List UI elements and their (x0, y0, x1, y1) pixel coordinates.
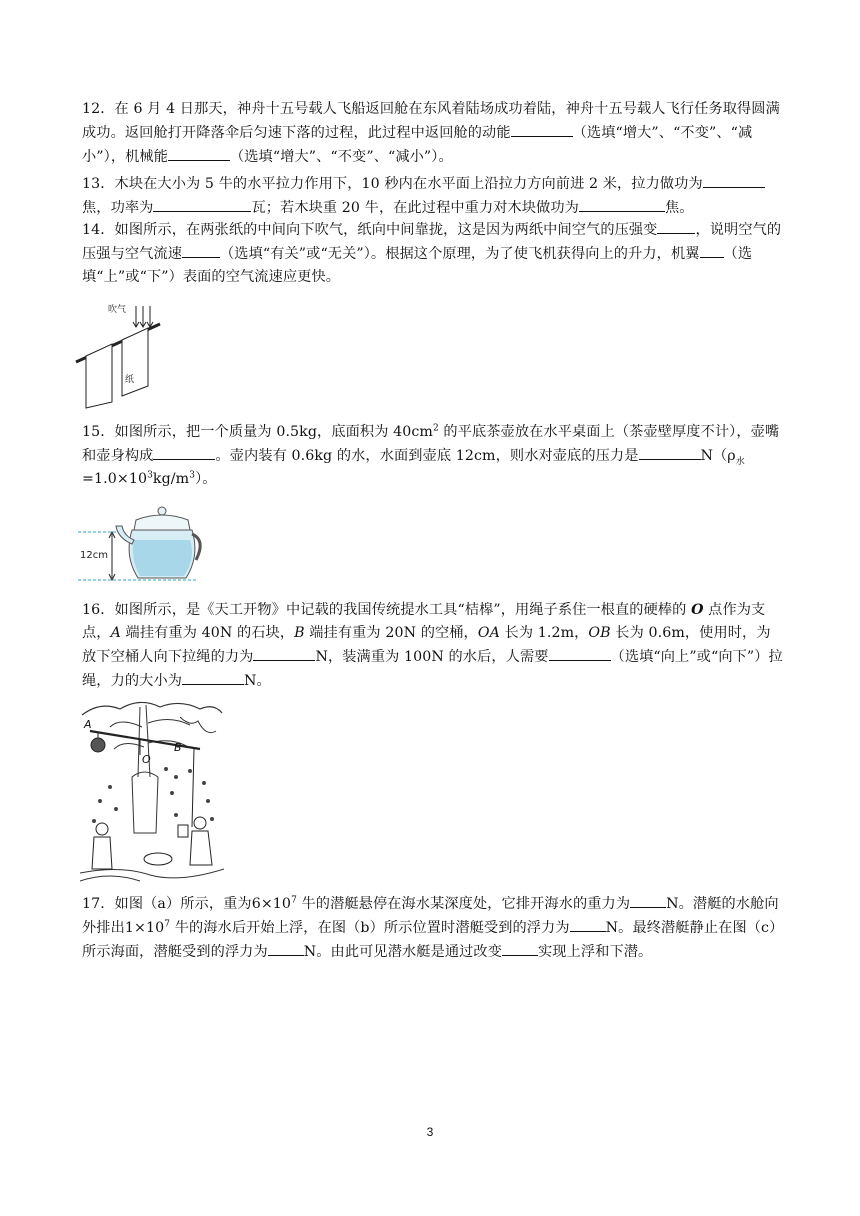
q16-blank-1[interactable] (253, 645, 315, 661)
q16-text-8: （选填“向上”或“向下”）拉绳，力的大小为 (82, 649, 783, 689)
q16-text-7: N，装满重为 100N 的水后，人需要 (315, 649, 549, 665)
q17-text-4: 牛的海水后开始上浮，在图（b）所示位置时潜艇受到的浮力为 (170, 920, 570, 936)
q17-sup-1: 7 (291, 895, 297, 906)
q13-text-1: 13．木块在大小为 5 牛的水平拉力作用下，10 秒内在水平面上沿拉力方向前进 2 米，拉力做功为 (82, 176, 703, 192)
q17-text-2: 牛的潜艇悬停在海水某深度处，它排开海水的重力为 (296, 896, 631, 912)
q15-text-7: ）。 (195, 471, 217, 487)
q16-text-5: 长为 1.2m， (499, 625, 589, 641)
q14-blank-1[interactable] (657, 218, 695, 234)
q17-text-3: N。潜艇的水舱向外排出 (82, 896, 779, 936)
q12-text-1: 12．在 6 月 4 日那天，神舟十五号载人飞船返回舱在东风着陆场成功着陆，神舟十五号载人飞行任务取得圆满成功。返回舱打开降落伞后匀速下落的过程，此过程中返回舱的动能 (82, 101, 780, 141)
q16-text-3: 端挂有重为 40N 的石块， (120, 625, 295, 641)
q14-blank-3[interactable] (700, 242, 724, 258)
q16-seg-oa: OA (477, 625, 500, 641)
fig-point-a: A (84, 718, 92, 731)
q15-blank-1[interactable] (153, 444, 215, 460)
well-sweep-figure (80, 697, 224, 883)
q15-text-6: kg/m (152, 471, 190, 487)
q15-text-4: N（ρ (700, 448, 736, 464)
q14-blank-2[interactable] (182, 242, 220, 258)
q17-number-2: 1×10 (124, 920, 165, 936)
q13-blank-2[interactable] (153, 196, 251, 212)
q16-text-9: N。 (244, 673, 271, 689)
q15-text-3: 。壶内装有 0.6kg 的水，水面到壶底 12cm，则水对壶底的压力是 (215, 448, 639, 464)
q16-text-1: 16．如图所示，是《天工开物》中记载的我国传统提水工具“桔槔”，用绳子系住一根直的硬棒的 (82, 602, 692, 618)
q15-blank-2[interactable] (639, 444, 701, 460)
q16-point-a: A (110, 625, 121, 641)
paper-label: 纸 (125, 375, 135, 385)
q13-text-4: 焦。 (664, 200, 694, 216)
q16-seg-ob: OB (588, 625, 611, 641)
q17-text-6: N。由此可见潜水艇是通过改变 (303, 944, 503, 960)
q13-blank-1[interactable] (703, 172, 765, 188)
q15-sub-water: 水 (735, 456, 745, 467)
question-14 (82, 218, 784, 289)
q16-text-2: 点作为支点， (82, 602, 766, 641)
q15-text-2: 的平底茶壶放在水平桌面上（茶壶壁厚度不计），壶嘴和壶身构成 (82, 424, 780, 464)
question-17 (82, 892, 784, 964)
q17-number-1: 6×10 (251, 896, 292, 912)
q14-text-1: 14．如图所示，在两张纸的中间向下吹气，纸向中间靠拢，这是因为两纸中间空气的压强变 (82, 222, 658, 238)
q16-text-4: 端挂有重为 20N 的空桶， (304, 625, 478, 641)
q16-text-6: 长为 0.6m，使用时，为放下空桶人向下拉绳的力为 (82, 625, 771, 665)
q17-text-1: 17．如图（a）所示，重为 (82, 896, 252, 912)
q17-text-5: N。最终潜艇静止在图（c）所示海面，潜艇受到的浮力为 (82, 920, 784, 960)
q16-point-b: B (294, 625, 305, 641)
q17-blank-4[interactable] (502, 940, 538, 956)
q12-text-2: （选填“增大”、“不变”、“减小”），机械能 (82, 125, 753, 165)
question-15 (82, 421, 784, 491)
q17-blank-1[interactable] (630, 892, 666, 908)
q14-text-2: ，说明空气的压强与空气流速 (82, 222, 782, 262)
q17-blank-3[interactable] (268, 940, 304, 956)
paper-blowing-figure (72, 298, 172, 410)
question-13 (82, 172, 784, 220)
question-12 (82, 98, 784, 169)
q16-point-o: O (691, 602, 704, 618)
blow-label: 吹气 (108, 305, 127, 315)
q15-sup-3: 3 (189, 470, 196, 481)
q15-text-5: =1.0×10 (82, 471, 148, 487)
fig-point-b: B (174, 741, 182, 754)
q15-sup-2: 3 (147, 470, 153, 481)
q13-text-2: 焦，功率为 (82, 200, 154, 216)
q15-sup-1: 2 (432, 423, 439, 434)
teapot-figure (78, 500, 206, 588)
q16-blank-3[interactable] (182, 669, 244, 685)
page-number: 3 (426, 1125, 434, 1139)
fig-point-o: O (142, 753, 151, 766)
q13-blank-3[interactable] (579, 196, 665, 212)
q12-blank-2[interactable] (168, 145, 230, 161)
q17-blank-2[interactable] (570, 916, 606, 932)
q16-blank-2[interactable] (549, 645, 611, 661)
q12-text-3: （选填“增大”、“不变”、“减小”）。 (229, 149, 453, 165)
q17-sup-2: 7 (164, 919, 171, 930)
q17-text-7: 实现上浮和下潜。 (538, 944, 653, 960)
q15-text-1: 15．如图所示，把一个质量为 0.5kg，底面积为 40cm (82, 424, 433, 440)
question-16 (82, 599, 784, 693)
q14-text-4: （选填“上”或“下”）表面的空气流速应更快。 (82, 246, 753, 285)
q13-text-3: 瓦；若木块重 20 牛，在此过程中重力对木块做功为 (251, 200, 579, 216)
teapot-height-label: 12cm (80, 550, 108, 561)
q14-text-3: （选填“有关”或“无关”）。根据这个原理，为了使飞机获得向上的升力，机翼 (220, 246, 700, 262)
q12-blank-1[interactable] (511, 121, 573, 137)
